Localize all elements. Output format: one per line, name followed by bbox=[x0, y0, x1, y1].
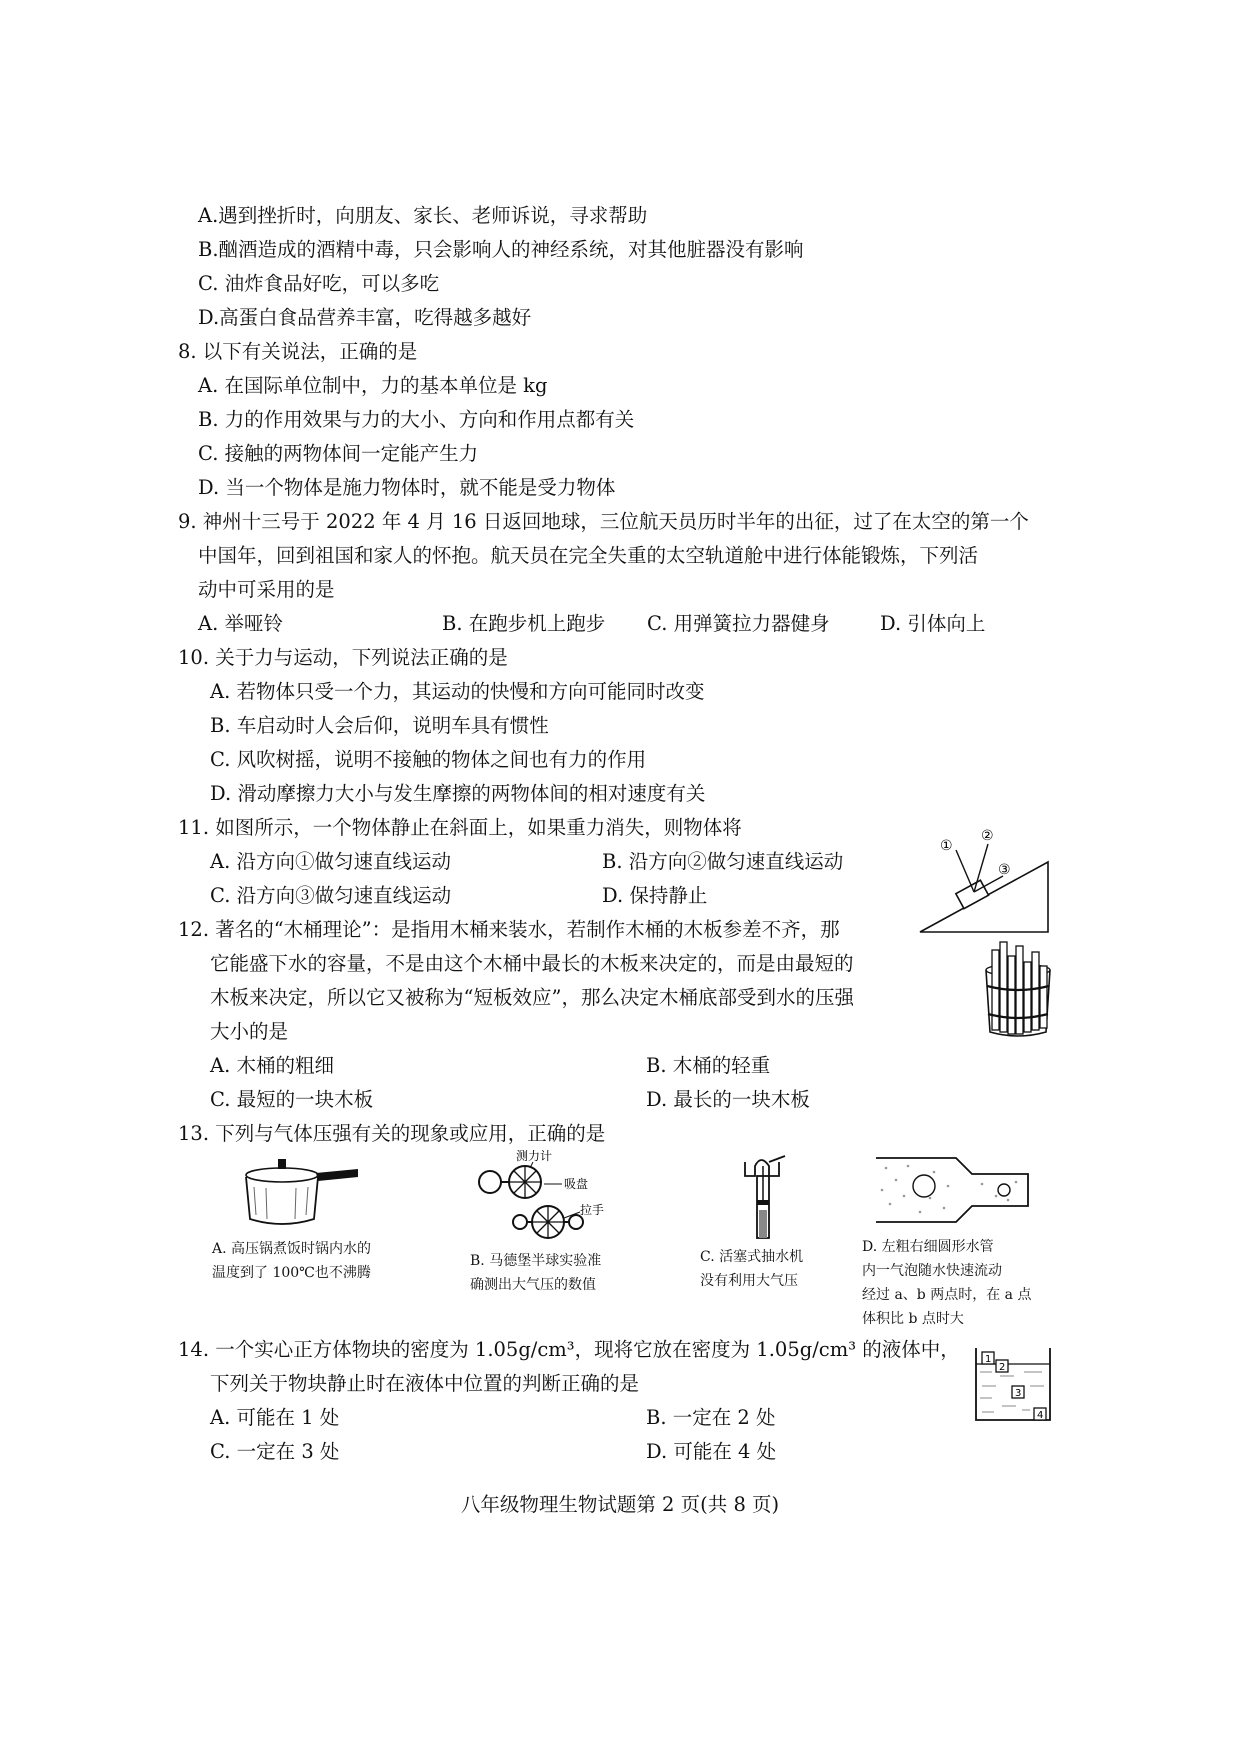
q13-stem: 13. 下列与气体压强有关的现象或应用，正确的是 bbox=[178, 1122, 606, 1145]
q8-option-d: D. 当一个物体是施力物体时，就不能是受力物体 bbox=[198, 476, 616, 499]
incline-figure bbox=[918, 810, 1053, 938]
dynamometer-label: 测力计 bbox=[516, 1150, 553, 1163]
pressure-cooker-figure bbox=[240, 1155, 360, 1230]
magdeburg-hemispheres-figure bbox=[470, 1150, 610, 1245]
q12-option-a: A. 木桶的粗细 bbox=[210, 1054, 334, 1077]
q13-caption-b-line-2: 确测出大气压的数值 bbox=[470, 1277, 596, 1293]
q13-caption-d-line-2: 内一气泡随水快速流动 bbox=[862, 1263, 1002, 1279]
q11-option-b: B. 沿方向②做匀速直线运动 bbox=[602, 850, 844, 873]
q13-caption-d-line-3: 经过 a、b 两点时，在 a 点 bbox=[862, 1287, 1032, 1303]
q7-option-b: B.酗酒造成的酒精中毒，只会影响人的神经系统，对其他脏器没有影响 bbox=[198, 238, 804, 261]
q9-stem-line-3: 动中可采用的是 bbox=[198, 578, 335, 601]
suction-cup-label: 吸盘 bbox=[564, 1177, 589, 1191]
q9-option-d: D. 引体向上 bbox=[880, 612, 986, 635]
q14-option-a: A. 可能在 1 处 bbox=[210, 1406, 340, 1429]
q12-stem-line-2: 它能盛下水的容量，不是由这个木桶中最长的木板来决定的，而是由最短的 bbox=[210, 952, 854, 975]
q14-option-b: B. 一定在 2 处 bbox=[646, 1406, 776, 1429]
q7-option-c: C. 油炸食品好吃，可以多吃 bbox=[198, 272, 440, 295]
q11-stem: 11. 如图所示，一个物体静止在斜面上，如果重力消失，则物体将 bbox=[178, 816, 742, 839]
q9-option-c: C. 用弹簧拉力器健身 bbox=[647, 612, 830, 635]
position-label-2: 2 bbox=[999, 1362, 1006, 1373]
q10-option-b: B. 车启动时人会后仰，说明车具有惯性 bbox=[210, 714, 549, 737]
page-footer: 八年级物理生物试题第 2 页(共 8 页) bbox=[460, 1493, 780, 1516]
position-label-3: 3 bbox=[1015, 1388, 1022, 1399]
q9-option-b: B. 在跑步机上跑步 bbox=[442, 612, 606, 635]
q12-option-c: C. 最短的一块木板 bbox=[210, 1088, 374, 1111]
q9-stem-line-2: 中国年，回到祖国和家人的怀抱。航天员在完全失重的太空轨道舱中进行体能锻炼，下列活 bbox=[198, 544, 979, 567]
handle-label: 拉手 bbox=[580, 1203, 605, 1217]
q8-stem: 8. 以下有关说法，正确的是 bbox=[178, 340, 418, 363]
direction-label-1: ① bbox=[940, 838, 953, 854]
q7-option-d: D.高蛋白食品营养丰富，吃得越多越好 bbox=[198, 306, 532, 329]
position-label-1: 1 bbox=[985, 1354, 992, 1365]
q14-stem-line-2: 下列关于物块静止时在液体中位置的判断正确的是 bbox=[210, 1372, 640, 1395]
q13-caption-c-line-1: C. 活塞式抽水机 bbox=[700, 1249, 804, 1265]
q13-caption-a-line-1: A. 高压锅煮饭时锅内水的 bbox=[212, 1241, 372, 1257]
q11-option-d: D. 保持静止 bbox=[602, 884, 708, 907]
direction-label-2: ② bbox=[981, 828, 994, 844]
q10-option-d: D. 滑动摩擦力大小与发生摩擦的两物体间的相对速度有关 bbox=[210, 782, 706, 805]
q12-option-d: D. 最长的一块木板 bbox=[646, 1088, 810, 1111]
q10-option-c: C. 风吹树摇，说明不接触的物体之间也有力的作用 bbox=[210, 748, 647, 771]
direction-label-3: ③ bbox=[998, 862, 1011, 878]
q11-option-a: A. 沿方向①做匀速直线运动 bbox=[210, 850, 451, 873]
q12-stem-line-1: 12. 著名的“木桶理论”：是指用木桶来装水，若制作木桶的木板参差不齐，那 bbox=[178, 918, 840, 941]
q8-option-b: B. 力的作用效果与力的大小、方向和作用点都有关 bbox=[198, 408, 635, 431]
q11-option-c: C. 沿方向③做匀速直线运动 bbox=[210, 884, 452, 907]
q10-option-a: A. 若物体只受一个力，其运动的快慢和方向可能同时改变 bbox=[210, 680, 705, 703]
water-pipe-bubble-figure bbox=[872, 1150, 1032, 1230]
q12-option-b: B. 木桶的轻重 bbox=[646, 1054, 771, 1077]
q14-stem-line-1: 14. 一个实心正方体物块的密度为 1.05g/cm³，现将它放在密度为 1.05g/cm³ 的液体中， bbox=[178, 1338, 960, 1361]
q14-option-d: D. 可能在 4 处 bbox=[646, 1440, 777, 1463]
q9-stem-line-1: 9. 神州十三号于 2022 年 4 月 16 日返回地球，三位航天员历时半年的出征，过了在太空的第一个 bbox=[178, 510, 1029, 533]
q7-option-a: A.遇到挫折时，向朋友、家长、老师诉说，寻求帮助 bbox=[198, 204, 648, 227]
q9-option-a: A. 举哑铃 bbox=[198, 612, 283, 635]
q8-option-a: A. 在国际单位制中，力的基本单位是 kg bbox=[198, 374, 548, 397]
q12-stem-line-4: 大小的是 bbox=[210, 1020, 289, 1043]
q10-stem: 10. 关于力与运动，下列说法正确的是 bbox=[178, 646, 508, 669]
q13-caption-d-line-1: D. 左粗右细圆形水管 bbox=[862, 1239, 994, 1255]
q13-caption-b-line-1: B. 马德堡半球实验准 bbox=[470, 1253, 602, 1269]
q8-option-c: C. 接触的两物体间一定能产生力 bbox=[198, 442, 479, 465]
q14-option-c: C. 一定在 3 处 bbox=[210, 1440, 340, 1463]
position-label-4: 4 bbox=[1037, 1410, 1044, 1421]
wooden-bucket-figure bbox=[978, 940, 1058, 1040]
q13-caption-a-line-2: 温度到了 100℃也不沸腾 bbox=[212, 1265, 371, 1281]
piston-pump-figure bbox=[735, 1150, 795, 1240]
q13-caption-d-line-4: 体积比 b 点时大 bbox=[862, 1311, 964, 1327]
liquid-container-figure bbox=[972, 1346, 1054, 1424]
q12-stem-line-3: 木板来决定，所以它又被称为“短板效应”，那么决定木桶底部受到水的压强 bbox=[210, 986, 854, 1009]
q13-caption-c-line-2: 没有利用大气压 bbox=[700, 1273, 798, 1289]
